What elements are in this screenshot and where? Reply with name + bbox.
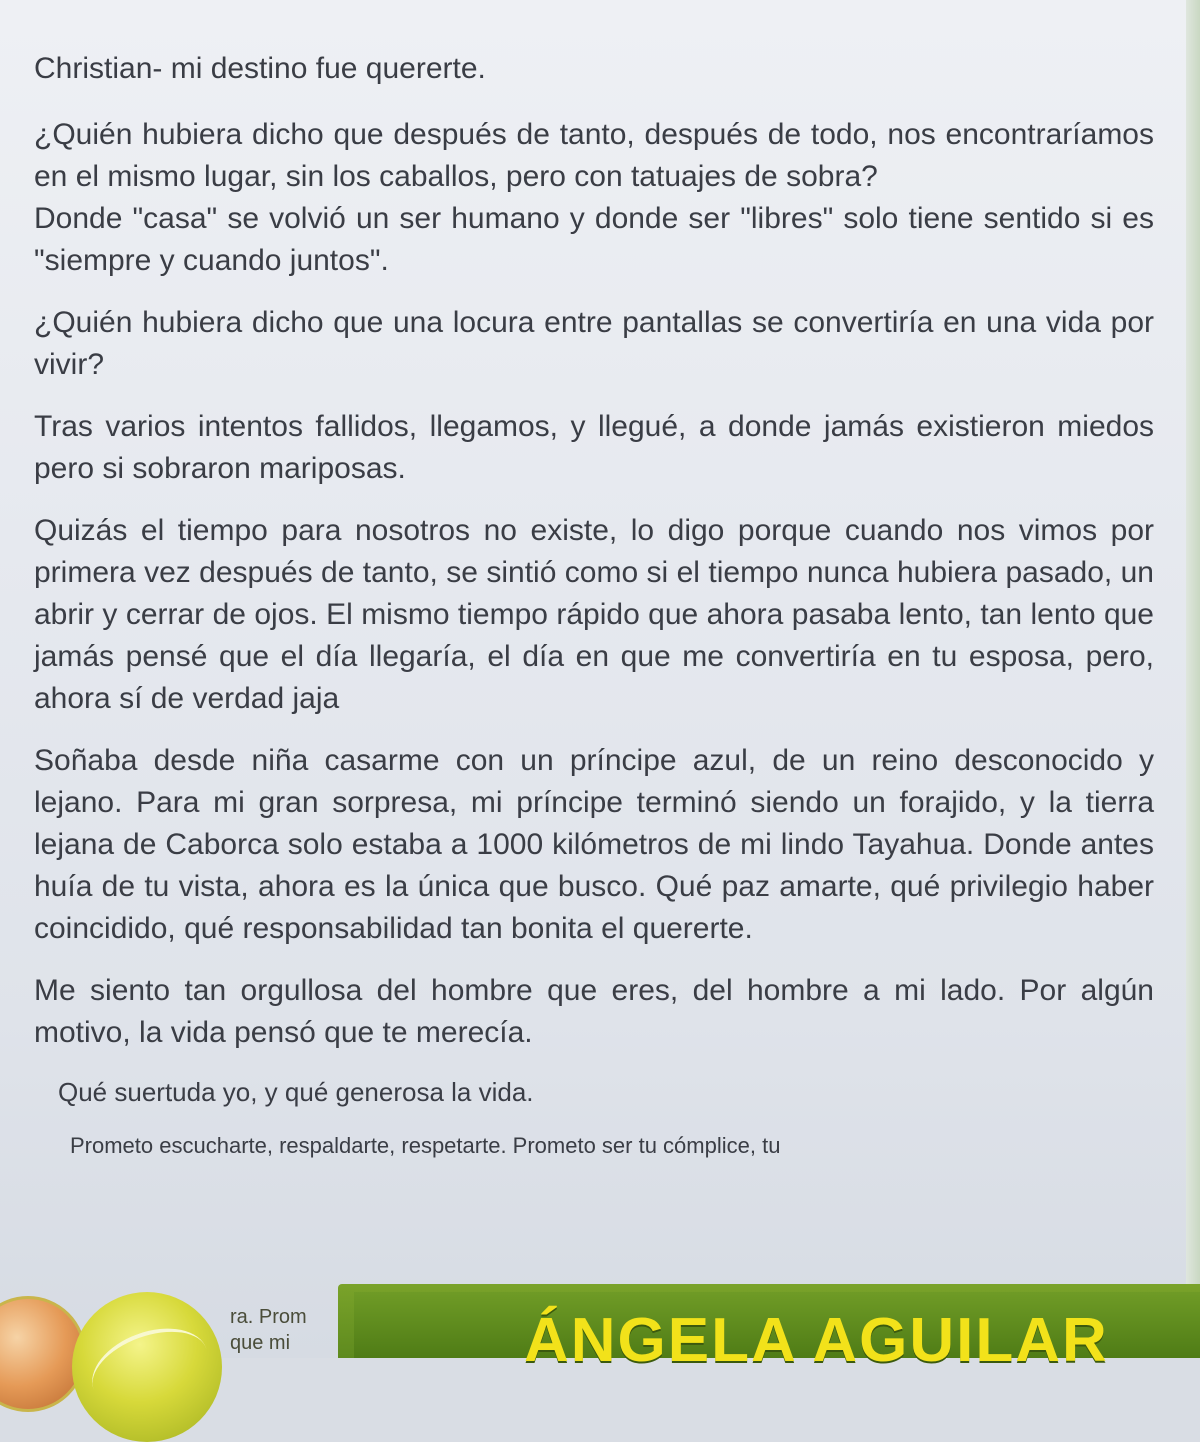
banner-name: ÁNGELA AGUILAR [524, 1306, 1109, 1375]
partial-letter-line: ra. Prom [230, 1306, 307, 1328]
letter-paragraph-6: Soñaba desde niña casarme con un príncipe azul, de un reino desconocido y lejano. Para mi gran sorpresa, mi príncipe terminó siendo un forajido, y la tierra lejana de Caborca solo estaba a 1000 kilómetros de mi lindo Tayahua. Donde antes huía de tu vista, ahora es la única que busco. Qué paz amarte, qué privilegio haber coincidido, qué responsabilidad tan bonita el quererte. [34, 744, 1154, 945]
letter-paragraph-3: ¿Quién hubiera dicho que una locura entre pantallas se convertiría en una vida por vivir? [34, 306, 1154, 381]
letter-paragraph-4: Tras varios intentos fallidos, llegamos, y llegué, a donde jamás existieron miedos pero si sobraron mariposas. [34, 410, 1154, 485]
page-edge [1186, 0, 1200, 1358]
tv-overlay [0, 1284, 1200, 1375]
letter-body [34, 48, 1154, 1162]
name-banner [338, 1284, 1200, 1375]
letter-greeting: Christian- mi destino fue quererte. [34, 52, 486, 85]
name-banner-inner [354, 1292, 1200, 1375]
letter-paragraph-5: Quizás el tiempo para nosotros no existe, lo digo porque cuando nos vimos por primera vez después de tanto, se sintió como si el tiempo nunca hubiera pasado, un abrir y cerrar de ojos. El mismo tiempo rápido que ahora pasaba lento, tan lento que jamás pensé que el día llegaría, el día en que me convertiría en tu esposa, pero, ahora sí de verdad jaja [34, 514, 1154, 715]
letter-paragraph-7: Me siento tan orgullosa del hombre que eres, del hombre a mi lado. Por algún motivo, la vida pensó que te merecía. [34, 974, 1154, 1049]
letter-paragraph-9: Prometo escucharte, respaldarte, respetarte. Prometo ser tu cómplice, tu [70, 1133, 781, 1158]
tennis-ball-graphic [72, 1292, 222, 1442]
letter-paragraph-1: ¿Quién hubiera dicho que después de tanto, después de todo, nos encontraríamos en el mismo lugar, sin los caballos, pero con tatuajes de sobra? [34, 118, 1154, 193]
partial-letter-line: que mi [230, 1332, 291, 1354]
letter-paragraph-8: Qué suertuda yo, y qué generosa la vida. [58, 1077, 534, 1107]
letter-paragraph-2: Donde "casa" se volvió un ser humano y donde ser "libres" solo tiene sentido si es "siempre y cuando juntos". [34, 202, 1154, 277]
